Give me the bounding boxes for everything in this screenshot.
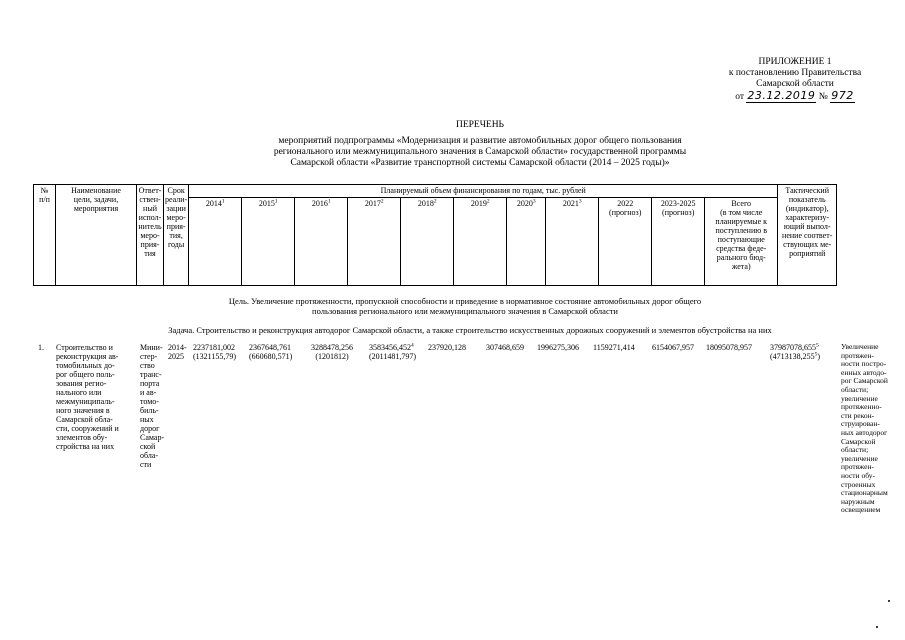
col-num-header: № п/п: [34, 185, 56, 286]
appendix-line-2: к постановлению Правительства: [728, 68, 862, 78]
col-total-header: Всего (в том числе планируемые к поступлению в поступающие средства феде- рального бюд- жета): [705, 198, 778, 286]
title-line-1: мероприятий подпрограммы «Модернизация и развитие автомобильных дорог общего пользования: [278, 136, 682, 146]
appendix-number: 972: [831, 89, 854, 102]
row-1-value-2022: 6154067,957: [652, 343, 694, 352]
year-2021-header: 2021$^3$: [546, 198, 599, 286]
appendix-block: [700, 57, 890, 103]
appendix-title: ПРИЛОЖЕНИЕ 1: [758, 57, 832, 67]
document-title: [200, 120, 760, 169]
year-2017-header: 2017$^2$: [348, 198, 401, 286]
year-2016-header: 2016$^1$: [295, 198, 348, 286]
row-1-value-2016: 3288478,256 (1201812): [311, 343, 353, 361]
year-2014-header: 2014$^1$: [189, 198, 242, 286]
row-1-value-2017: 3583456,452$^4$ (2011481,797): [369, 342, 417, 361]
row-1-value-2019: 307468,659: [486, 343, 524, 352]
row-1-value-2018: 237920,128: [428, 343, 466, 352]
scan-speck: [888, 600, 890, 602]
row-1-number: 1.: [38, 343, 44, 352]
row-1-term: 2014- 2025: [168, 343, 187, 361]
row-1-value-2021: 1159271,414: [593, 343, 635, 352]
year-2022-header: 2022 (прогноз): [599, 198, 652, 286]
header-spacer: [837, 198, 838, 286]
row-1-value-2020: 1996275,306: [537, 343, 579, 352]
row-1-name: Строительство и реконструкция ав- томобильных до- рог общего поль- зования регио- нального или межмуниципаль- ного значения в Самарской обла- сти, сооружений и элементов обу- стройства на них: [56, 343, 119, 451]
col-indicator-header: Тактический показатель (индикатор), характеризу- ющий выпол- нение соответ- ствующих ме- роприятий: [778, 185, 837, 286]
year-2020-header: 2020$^3$: [507, 198, 546, 286]
title-line-3: Самарской области «Развитие транспортной системы Самарской области (2014 – 2025 годы)»: [290, 158, 670, 168]
scan-speck: [876, 626, 878, 628]
appendix-line-3: Самарской области: [756, 79, 834, 89]
title-line-2: регионального или межмуниципального значения в Самарской области» государственной программы: [273, 147, 687, 157]
appendix-from: от: [735, 92, 745, 102]
appendix-date: 23.12.2019: [747, 89, 816, 102]
appendix-no-sign: №: [818, 92, 828, 102]
task-text: Задача. Строительство и реконструкция автодорог Самарской области, а также строительство искусственных дорожных сооружений и элементов обустройства на них: [168, 325, 772, 335]
col-responsible-header: Ответ- ствен- ный испол- нитель меро- прия- тия: [137, 185, 164, 286]
col-name-header: Наименование цели, задачи, мероприятия: [56, 185, 137, 286]
planned-financing-header: Планируемый объем финансирования по годам, тыс. рублей: [189, 185, 778, 198]
row-1-value-total: 37987078,655$^5$ (4713138,255$^5$): [770, 342, 821, 361]
title-heading: ПЕРЕЧЕНЬ: [455, 120, 505, 130]
col-term-header: Срок реали- зации меро- прия- тия, годы: [164, 185, 189, 286]
goal-text: [180, 296, 750, 316]
year-2019-header: 2019$^2$: [454, 198, 507, 286]
row-1-responsible: Мини- стер- ство транс- порта и ав- томо- биль- ных дорог Самар- ской обла- сти: [140, 343, 165, 469]
appendix-date-line: [700, 90, 890, 103]
year-2015-header: 2015$^1$: [242, 198, 295, 286]
row-1-value-2015: 2367648,761 (660680,571): [249, 343, 293, 361]
year-2023-2025-header: 2023-2025 (прогноз): [652, 198, 705, 286]
financing-table-header: [33, 184, 838, 286]
row-1-value-2014: 2237181,002 (1321155,79): [193, 343, 237, 361]
row-1-indicator: Увеличение протяжен- ности постро- енных автодо- рог Самарской области; увеличение протяженно- сти рекон- струирован- ных автодорог Самарской области; увеличение протяжен- ности обу- строенных стационарным наружным освещением: [841, 342, 888, 515]
goal-line-2: пользования регионального или межмуниципального значения в Самарской области: [312, 306, 618, 316]
goal-line-1: Цель. Увеличение протяженности, пропускной способности и приведение в нормативное состояние автомобильных дорог общего: [228, 296, 702, 306]
row-1-value-2023-2025: 18095078,957: [706, 343, 752, 352]
year-2018-header: 2018$^2$: [401, 198, 454, 286]
